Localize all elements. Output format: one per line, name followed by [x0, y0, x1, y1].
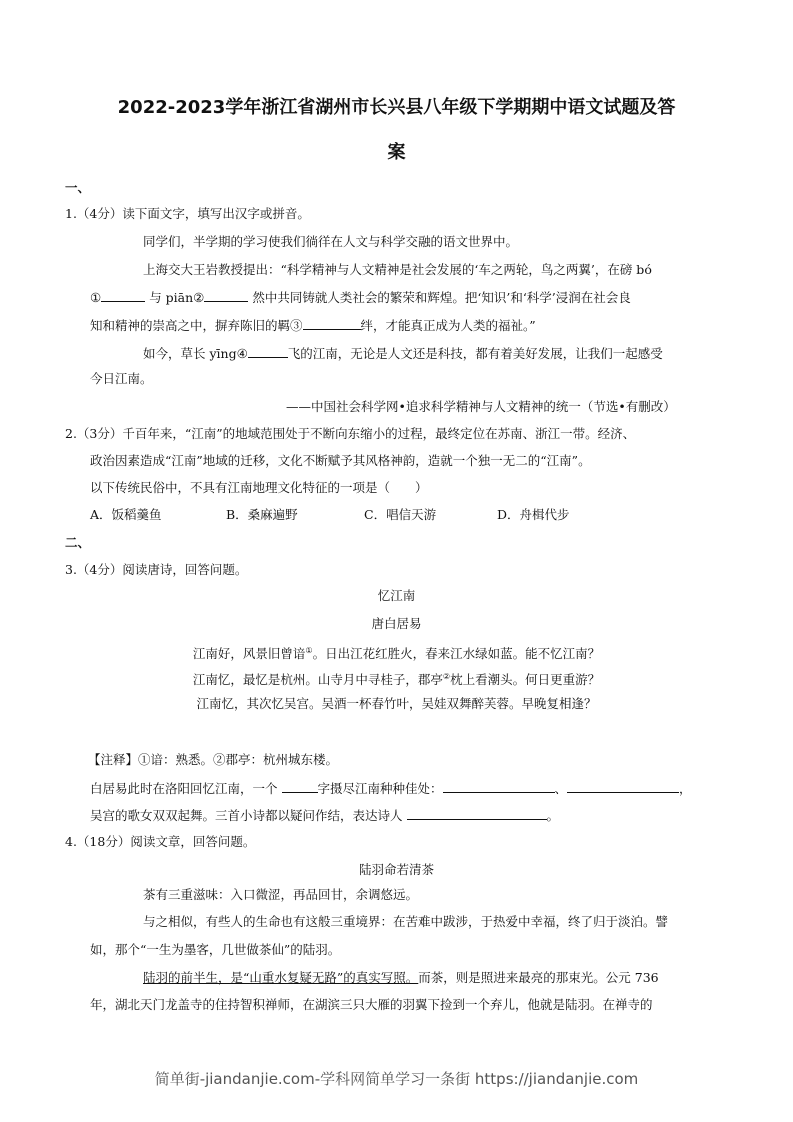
- q4-heading: 4.（18分）阅读文章，回答问题。: [65, 834, 256, 849]
- q1-text: 如今，草长 yīng④: [143, 346, 248, 361]
- q1-heading: 1.（4分）读下面文字，填写出汉字或拼音。: [65, 206, 310, 221]
- q1-text: 知和精神的崇高之中，摒弃陈旧的羁③: [90, 318, 303, 333]
- blank-q3-4[interactable]: [407, 807, 547, 820]
- article-para: 年，湖北天门龙盖寺的住持智积禅师，在湖滨三只大雁的羽翼下捡到一个弃儿，他就是陆羽。在禅寺的: [90, 997, 653, 1012]
- blank-3[interactable]: [303, 317, 361, 330]
- q3-question: [90, 807, 559, 824]
- q2-option-b[interactable]: B．桑麻遍野: [226, 507, 298, 522]
- q1-para: 上海交大王岩教授提出：“科学精神与人文精神是社会发展的‘车之两轮，鸟之两翼’，在磅 bó: [143, 262, 652, 277]
- blank-2[interactable]: [204, 289, 248, 302]
- poem-text: 。日出江花红胜火，春来江水绿如蓝。能不忆江南？: [312, 646, 601, 662]
- poem-line: [0, 696, 793, 712]
- poem-title: 忆江南: [377, 588, 416, 603]
- poem-line: [0, 643, 793, 662]
- q1-text: 绊，才能真正成为人类的福祉。”: [360, 318, 536, 333]
- q1-text: 飞的江南，无论是人文还是科技，都有着美好发展，让我们一起感受: [287, 346, 663, 361]
- poem-text: 枕上看潮头。何日更重游？: [450, 672, 601, 688]
- blank-4[interactable]: [248, 345, 288, 358]
- poem-author: 唐白居易: [371, 616, 422, 631]
- q2-text: 政治因素造成“江南”地域的迁移，文化不断赋予其风格神韵，造就一个独一无二的“江南”。: [90, 453, 591, 468]
- underlined-sentence: 陆羽的前半生，是“山重水复疑无路”的真实写照。: [143, 970, 419, 985]
- q3-text: ，: [679, 781, 692, 796]
- page-footer: 简单街-jiandanjie.com-学科网简单学习一条街 https://jiandanjie.com: [154, 1070, 639, 1088]
- q3-text: 吴宫的歌女双双起舞。三首小诗都以疑问作结，表达诗人: [90, 808, 403, 823]
- q2-heading: 2.（3分）千百年来，“江南”的地域范围处于不断向东缩小的过程，最终定位在苏南、浙江一带。经济、: [65, 426, 636, 441]
- article-para: 如，那个“一生为墨客，几世做茶仙”的陆羽。: [90, 942, 341, 957]
- q1-text: ①: [90, 290, 102, 305]
- footnote-mark: ①: [305, 646, 313, 655]
- article-para: [143, 970, 659, 986]
- q1-para: 今日江南。: [90, 371, 153, 386]
- q1-text: 与 piān②: [149, 290, 205, 305]
- poem-text: 江南忆，最忆是杭州。山寺月中寻桂子，郡亭: [192, 672, 443, 688]
- blank-q3-3[interactable]: [567, 780, 679, 793]
- q3-question: [90, 780, 692, 797]
- poem-text: 江南好，风景旧曾谙: [192, 646, 306, 662]
- q1-para: [90, 289, 631, 306]
- q2-prompt: 以下传统民俗中，不具有江南地理文化特征的一项是（ ）: [90, 480, 428, 495]
- q1-text: 然中共同铸就人类社会的繁荣和辉煌。把‘知识’和‘科学’浸润在社会良: [252, 290, 631, 305]
- blank-q3-1[interactable]: [282, 780, 318, 793]
- q3-text: 、: [554, 781, 568, 796]
- q1-source: ——中国社会科学网•追求科学精神与人文精神的统一（节选•有删改）: [286, 399, 676, 414]
- poem-note: 【注释】①谙：熟悉。②郡亭：杭州城东楼。: [88, 752, 339, 767]
- section-heading-1: 一、: [65, 180, 91, 195]
- q2-option-c[interactable]: C．唱信天游: [364, 507, 437, 522]
- q1-para: [143, 345, 663, 362]
- q3-text: 。: [546, 808, 560, 823]
- q2-option-d[interactable]: D．舟楫代步: [497, 507, 570, 522]
- article-para: 与之相似，有些人的生命也有这般三重境界：在苦难中跋涉，于热爱中幸福，终了归于淡泊。譬: [143, 914, 669, 929]
- article-para: 茶有三重滋味：入口微涩，再品回甘，余调悠远。: [143, 887, 419, 902]
- poem-text: 江南忆，其次忆吴宫。吴酒一杯春竹叶，吴娃双舞醉芙蓉。早晚复相逢？: [196, 696, 597, 711]
- footnote-mark: ②: [442, 672, 451, 681]
- doc-title-line1: 2022-2023学年浙江省湖州市长兴县八年级下学期期中语文试题及答: [117, 97, 676, 118]
- article-title: 陆羽命若清茶: [358, 862, 434, 877]
- blank-1[interactable]: [101, 289, 145, 302]
- blank-q3-2[interactable]: [443, 780, 555, 793]
- poem-line: [0, 669, 793, 688]
- q3-text: 白居易此时在洛阳回忆江南，一个: [90, 781, 278, 796]
- doc-title-line2: 案: [387, 142, 406, 163]
- section-heading-2: 二、: [65, 535, 91, 550]
- q2-option-a[interactable]: A．饭稻羹鱼: [90, 507, 162, 522]
- q3-heading: 3.（4分）阅读唐诗，回答问题。: [65, 562, 248, 577]
- q3-text: 字摄尽江南种种佳处：: [317, 781, 443, 796]
- q1-para: [90, 317, 536, 334]
- q1-para: 同学们，半学期的学习使我们徜徉在人文与科学交融的语文世界中。: [143, 234, 519, 249]
- article-text: 而茶，则是照进来最亮的那束光。公元 736: [418, 970, 659, 985]
